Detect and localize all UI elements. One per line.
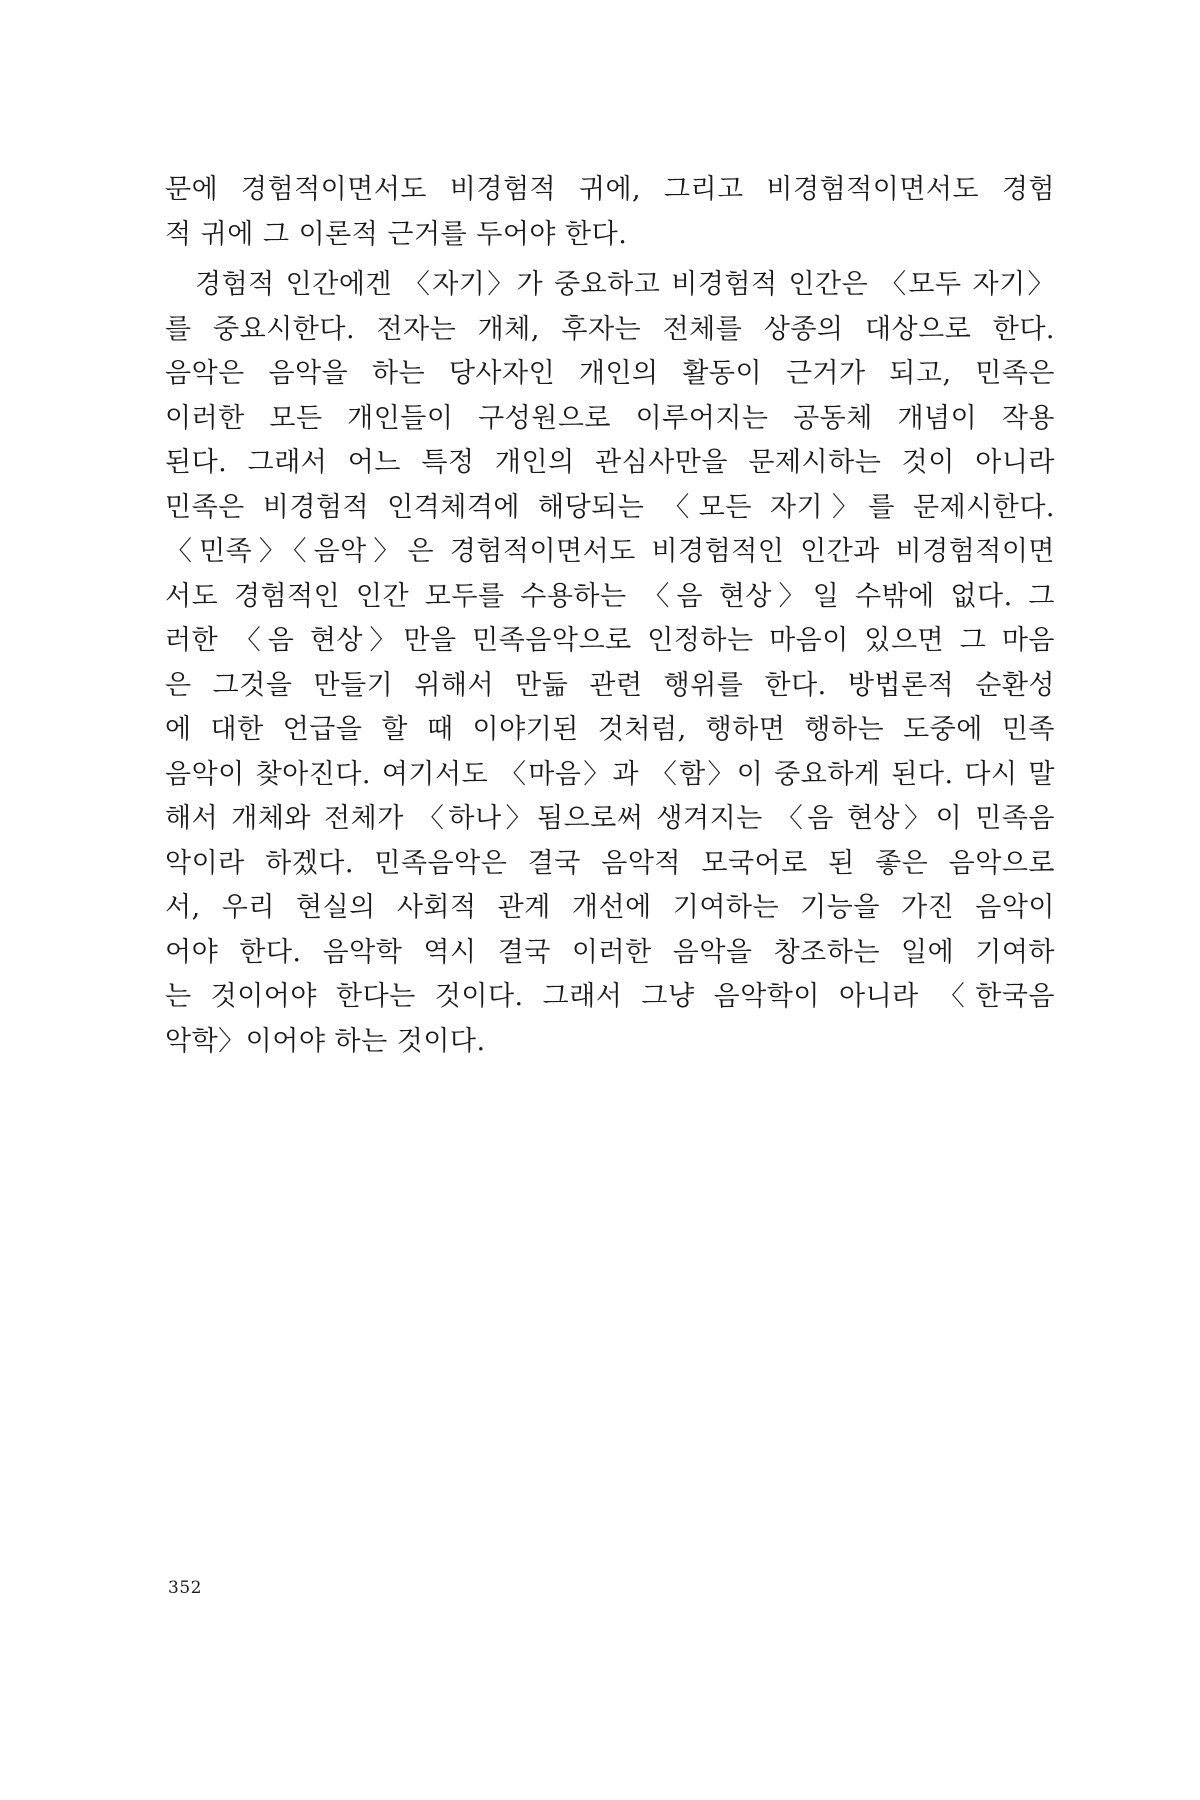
- text-line: 에 대한 언급을 할 때 이야기된 것처럼, 행하면 행하는 도중에 민족: [165, 714, 1055, 745]
- text-line: 〈민족〉〈음악〉은 경험적이면서도 비경험적인 인간과 비경험적이면: [165, 536, 1055, 567]
- text-line: 된다. 그래서 어느 특정 개인의 관심사만을 문제시하는 것이 아니라: [165, 447, 1055, 478]
- text-line: 러한 〈음 현상〉만을 민족음악으로 인정하는 마음이 있으면 그 마음: [165, 625, 1055, 656]
- text-line: 이러한 모든 개인들이 구성원으로 이루어지는 공동체 개념이 작용: [165, 402, 1055, 434]
- text-line: 은 그것을 만들기 위해서 만듦 관련 행위를 한다. 방법론적 순환성: [165, 669, 1055, 701]
- text-line: 문에 경험적이면서도 비경험적 귀에, 그리고 비경험적이면서도 경험: [165, 174, 1055, 205]
- text-line: 악학〉이어야 하는 것이다.: [165, 1025, 486, 1057]
- paragraph-1: [165, 168, 1055, 257]
- text-line: 는 것이어야 한다는 것이다. 그래서 그냥 음악학이 아니라 〈한국음: [165, 981, 1055, 1012]
- text-line: 어야 한다. 음악학 역시 결국 이러한 음악을 창조하는 일에 기여하: [165, 936, 1055, 968]
- text-line: 서도 경험적인 인간 모두를 수용하는 〈음 현상〉일 수밖에 없다. 그: [165, 580, 1055, 612]
- text-line: 민족은 비경험적 인격체격에 해당되는 〈모든 자기〉를 문제시한다.: [165, 491, 1055, 523]
- text-line: 악이라 하겠다. 민족음악은 결국 음악적 모국어로 된 좋은 음악으로: [165, 847, 1055, 879]
- body-text: [165, 168, 1055, 1064]
- text-line: 적 귀에 그 이론적 근거를 두어야 한다.: [165, 218, 628, 250]
- text-line: 서, 우리 현실의 사회적 관계 개선에 기여하는 기능을 가진 음악이: [165, 892, 1055, 923]
- text-line: 를 중요시한다. 전자는 개체, 후자는 전체를 상종의 대상으로 한다.: [165, 313, 1055, 345]
- text-line: 경험적 인간에겐 〈자기〉가 중요하고 비경험적 인간은 〈모두 자기〉: [195, 269, 1055, 300]
- paragraph-2: [165, 263, 1055, 1064]
- text-line: 음악은 음악을 하는 당사자인 개인의 활동이 근거가 되고, 민족은: [165, 358, 1055, 389]
- text-line: 음악이 찾아진다. 여기서도 〈마음〉과 〈함〉이 중요하게 된다. 다시 말: [165, 758, 1055, 790]
- page-number: 352: [168, 1578, 202, 1598]
- text-line: 해서 개체와 전체가 〈하나〉됨으로써 생겨지는 〈음 현상〉이 민족음: [165, 803, 1055, 834]
